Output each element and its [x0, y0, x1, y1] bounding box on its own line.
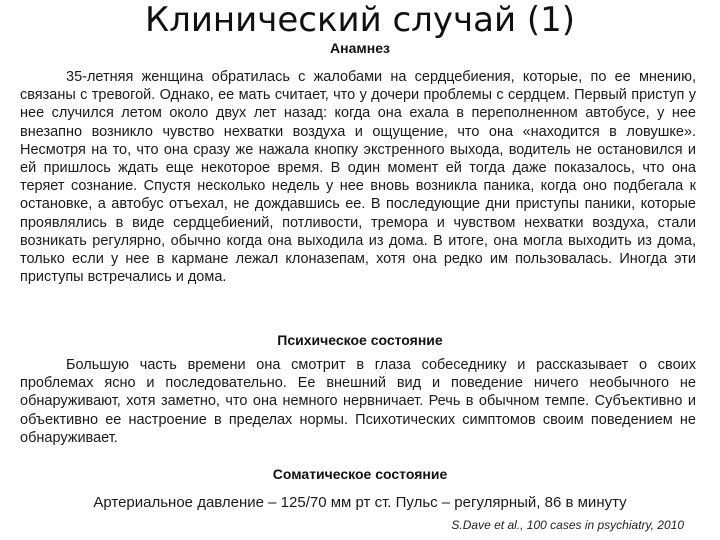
mental-status-heading: Психическое состояние: [277, 332, 443, 348]
source-citation: S.Dave et al., 100 cases in psychiatry, 2010: [451, 518, 684, 532]
slide-title: Клинический случай (1): [144, 0, 576, 40]
anamnesis-paragraph: 35-летняя женщина обратилась с жалобами на сердцебиения, которые, по ее мнению, связаны с тревогой. Однако, ее мать считает, что у дочери проблемы с сердцем. Первый приступ у нее случился летом около двух лет назад: когда она ехала в переполненном автобусе, у нее внезапно возникло чувство нехватки воздуха и ощущение, что она «находится в ловушке». Несмотря на то, что она сразу же нажала кнопку экстренного выхода, водитель не остановился и ей пришлось ждать еще некоторое время. В один момент ей тогда даже показалось, что она теряет сознание. Спустя несколько недель у нее вновь возникла паника, когда оно подбегала к остановке, а автобус отъехал, не дождавшись ее. В последующие дни приступы паники, которые проявлялись в виде сердцебиений, потливости, тремора и чувством нехватки воздуха, стали возникать регулярно, обычно когда она выходила из дома. В итоге, она могла выходить из дома, только если у нее в кармане лежал клоназепам, хотя она редко им пользовалась. Иногда эти приступы встречались и дома.: [20, 69, 696, 286]
mental-status-paragraph: Большую часть времени она смотрит в глаза собеседнику и рассказывает о своих проблемах ясно и последовательно. Ее внешний вид и поведение ничего необычного не обнаруживают, хотя заметно, что она немного нервничает. Речь в обычном темпе. Субъективно и объективно ее настроение в пределах нормы. Психотических симптомов своим поведением не обнаруживает.: [20, 357, 696, 446]
anamnesis-heading: Анамнез: [330, 40, 390, 56]
somatic-status-text: Артериальное давление – 125/70 мм рт ст. Пульс – регулярный, 86 в минуту: [93, 494, 627, 511]
somatic-status-heading: Соматическое состояние: [272, 466, 448, 482]
